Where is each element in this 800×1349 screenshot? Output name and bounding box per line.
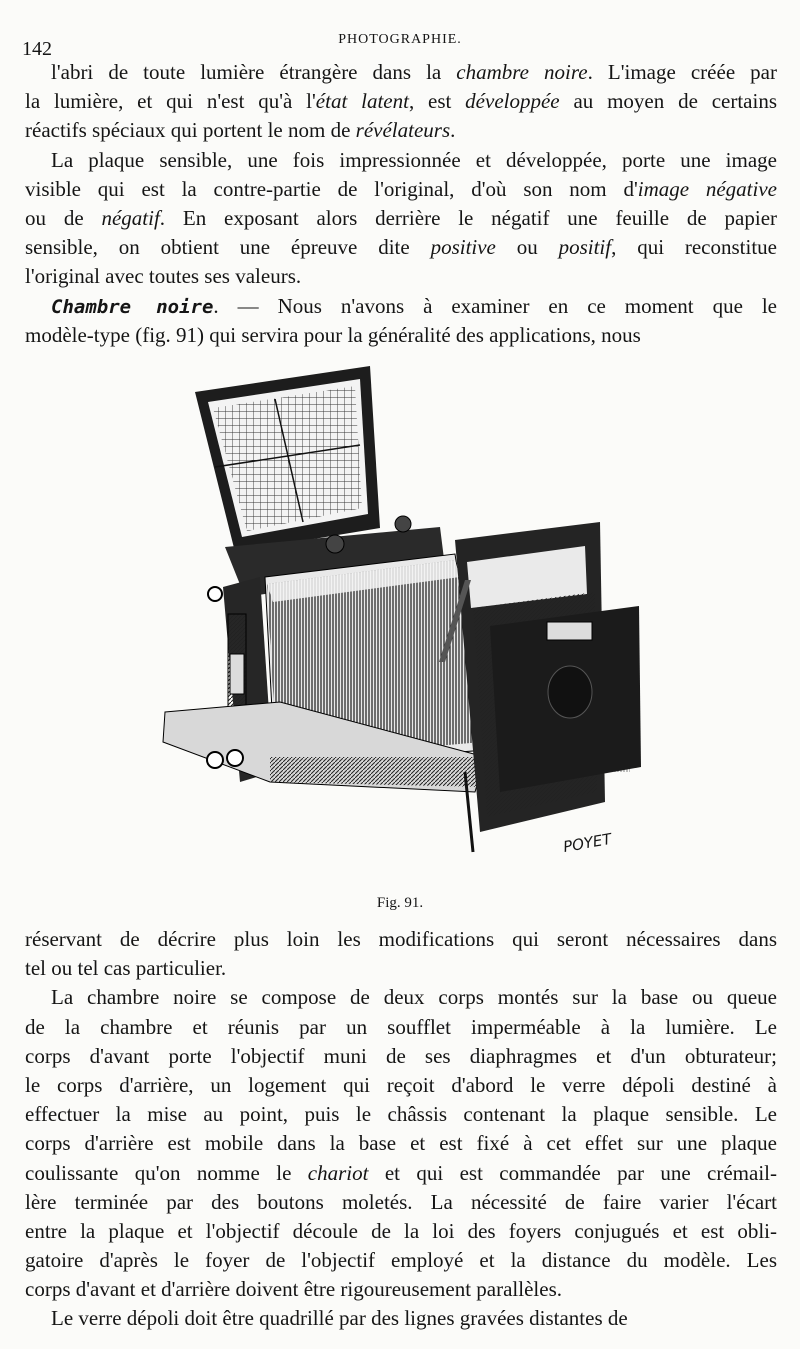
text-run: . L'image créée par [587, 60, 777, 84]
text-line [25, 146, 777, 175]
text-run: réservant de décrire plus loin les modifications qui seront nécessaires dans [25, 927, 777, 951]
text-run: corps d'arrière est mobile dans la base et est fixé à cet effet sur une plaque [25, 1131, 777, 1156]
text-run: au moyen de certains [559, 89, 778, 114]
text-run: coulissante qu'on nomme le [25, 1160, 308, 1185]
text-run: lère terminée par des boutons moletés. La nécessité de faire varier l'écart [25, 1189, 777, 1214]
text-line [25, 262, 777, 291]
text-line [25, 1159, 777, 1188]
text-line [25, 1246, 777, 1275]
text-run: sensible, on obtient une épreuve dite [25, 235, 431, 260]
engraver-signature: POYET [561, 829, 613, 857]
text-line [25, 87, 777, 116]
text-line [25, 1042, 777, 1071]
text-run: tel ou tel cas particulier. [25, 956, 227, 981]
text-run: corps d'avant et d'arrière doivent être rigoureusement parallèles. [25, 1277, 562, 1302]
text-run: . En exposant alors derrière le négatif une feuille de papier [159, 205, 778, 230]
text-line [25, 983, 777, 1012]
italic-term: négatif [101, 205, 160, 230]
italic-term: positif [558, 235, 612, 260]
text-line [25, 233, 777, 262]
text-run: ou de [25, 205, 102, 230]
text-line [25, 1100, 777, 1129]
text-line [25, 1217, 777, 1246]
paragraph [25, 983, 777, 1304]
text-run: La plaque sensible, une fois impressionnée et développée, porte une image [51, 147, 777, 172]
italic-term: état latent [315, 89, 409, 114]
text-run: , est [408, 89, 466, 114]
paragraph [25, 292, 777, 350]
text-run: l'original avec toutes ses valeurs. [25, 264, 302, 289]
text-run: , qui reconstitue [611, 235, 777, 260]
paragraph [25, 58, 777, 146]
page-number: 142 [22, 38, 52, 60]
italic-term: développée [465, 89, 560, 114]
paragraph [25, 925, 777, 983]
text-line [25, 292, 777, 321]
section-run-in-heading: Chambre noire [51, 295, 214, 318]
text-line [25, 321, 777, 350]
text-line [25, 1013, 777, 1042]
camera-illustration [155, 362, 655, 882]
text-line [25, 954, 777, 983]
top-text-block [25, 58, 777, 350]
text-line [25, 1129, 777, 1158]
text-run: et qui est commandée par une crémail- [368, 1160, 777, 1185]
text-run: de la chambre et réunis par un soufflet imperméable à la lumière. Le [25, 1014, 777, 1039]
paragraph [25, 146, 777, 292]
text-line [25, 175, 777, 204]
italic-term: révélateurs [355, 118, 451, 143]
text-line [25, 1275, 777, 1304]
figure-caption: Fig. 91. [376, 895, 424, 911]
italic-term: positive [430, 235, 496, 260]
text-run: entre la plaque et l'objectif découle de la loi des foyers conjugués et est obli- [25, 1218, 777, 1243]
text-run: Le verre dépoli doit être quadrillé par des lignes gravées distantes de [51, 1306, 628, 1331]
italic-term: chariot [307, 1160, 369, 1185]
front-standard [439, 522, 641, 852]
text-line [25, 116, 777, 145]
text-run: visible qui est la contre-partie de l'original, d'où son nom d' [25, 176, 638, 201]
italic-term: image négative [637, 176, 777, 201]
text-run: effectuer la mise au point, puis le châssis contenant la plaque sensible. Le [25, 1102, 777, 1127]
paragraph [25, 1304, 777, 1333]
text-line [25, 204, 777, 233]
text-run: corps d'avant porte l'objectif muni de ses diaphragmes et d'un obturateur; [25, 1043, 777, 1068]
text-run: modèle-type (fig. 91) qui servira pour la généralité des applications, nous [25, 322, 641, 347]
focusing-screen [195, 366, 380, 552]
running-title: PHOTOGRAPHIE. [338, 32, 462, 47]
text-run: La chambre noire se compose de deux corps montés sur la base ou queue [51, 985, 777, 1010]
text-run: ou [495, 235, 559, 260]
text-line [25, 58, 777, 87]
text-run: gatoire d'après le foyer de l'objectif employé et la distance du modèle. Les [25, 1248, 777, 1273]
bottom-text-block [25, 925, 777, 1334]
text-run: l'abri de toute lumière étrangère dans la [51, 60, 457, 84]
text-run: . [450, 118, 456, 143]
text-run: le corps d'arrière, un logement qui reçoit d'abord le verre dépoli destiné à [25, 1072, 777, 1097]
text-run: réactifs spéciaux qui portent le nom de [25, 118, 356, 143]
italic-term: chambre noire [456, 60, 588, 84]
text-line [25, 1071, 777, 1100]
text-run: la lumière, et qui n'est qu'à l' [25, 89, 316, 114]
text-line [25, 1188, 777, 1217]
text-line [25, 925, 777, 954]
text-run: . — Nous n'avons à examiner en ce moment que le [213, 293, 777, 318]
text-line [25, 1304, 777, 1333]
